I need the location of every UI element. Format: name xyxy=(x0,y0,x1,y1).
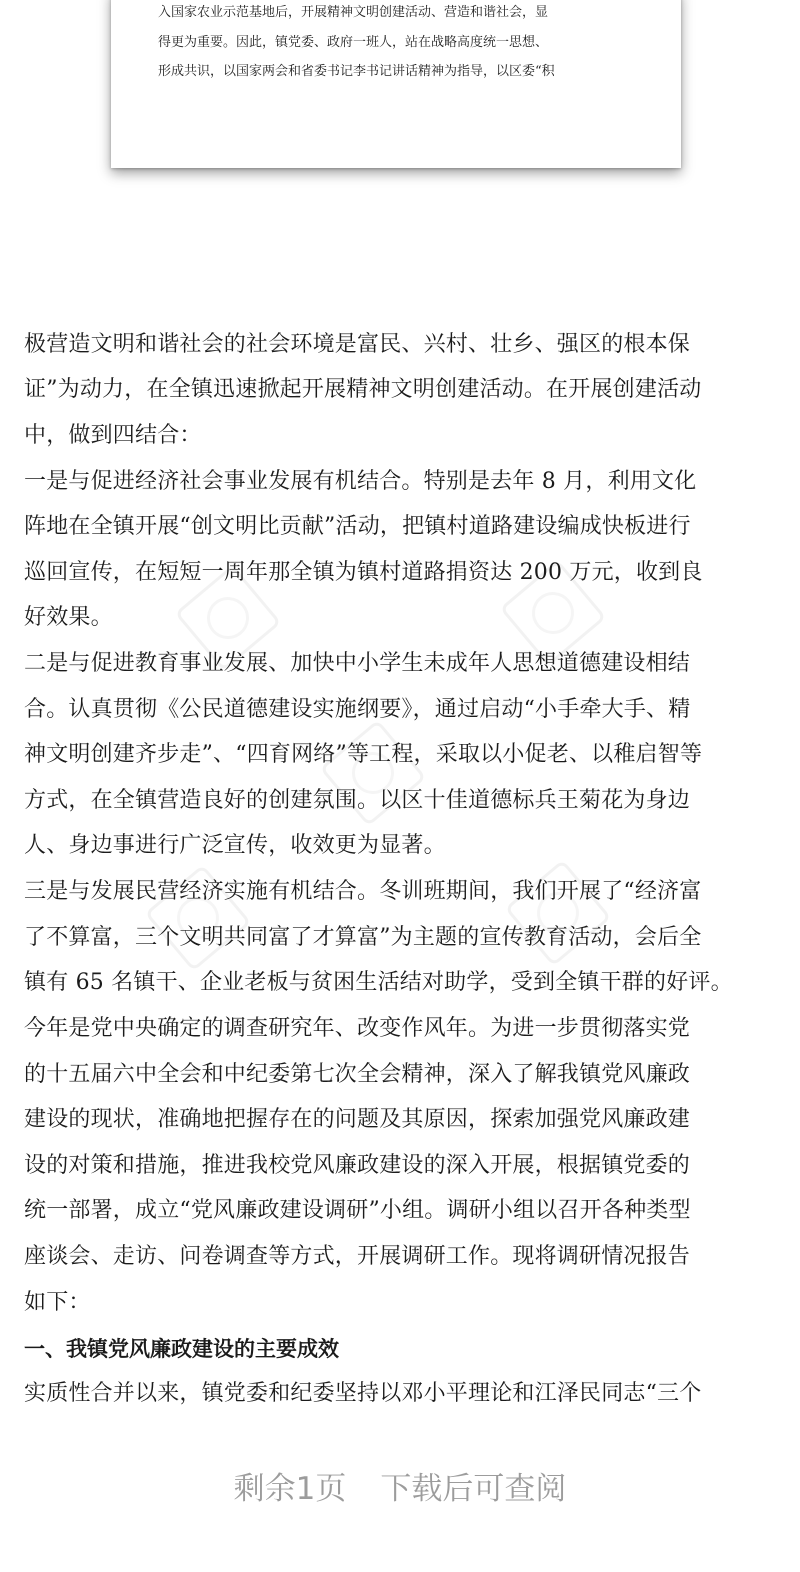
paragraph-line: 一是与促进经济社会事业发展有机结合。特别是去年 8 月，利用文化 xyxy=(24,469,697,494)
paragraph-line: 阵地在全镇开展“创文明比贡献”活动，把镇村道路建设编成快板进行 xyxy=(24,514,691,539)
paragraph-line: 的十五届六中全会和中纪委第七次全会精神，深入了解我镇党风廉政 xyxy=(24,1062,691,1087)
preview-line: 入国家农业示范基地后，开展精神文明创建活动、营造和谐社会，显 xyxy=(158,5,549,20)
paragraph-line: 人、身边事进行广泛宣传，收效更为显著。 xyxy=(24,833,446,858)
paragraph-line: 好效果。 xyxy=(24,605,113,630)
download-prompt[interactable] xyxy=(0,1467,800,1511)
paragraph-line: 统一部署，成立“党风廉政建设调研”小组。调研小组以召开各种类型 xyxy=(24,1198,691,1223)
paragraph-line: 三是与发展民营经济实施有机结合。冬训班期间，我们开展了“经济富 xyxy=(24,879,702,904)
paragraph-line: 中，做到四结合： xyxy=(24,423,202,448)
paragraph-line: 巡回宣传，在短短一周年那全镇为镇村道路捐资达 200 万元，收到良 xyxy=(24,560,703,585)
paragraph-line: 实质性合并以来，镇党委和纪委坚持以邓小平理论和江泽民同志“三个 xyxy=(24,1381,702,1406)
download-to-view-text: 下载后可查阅 xyxy=(380,1471,567,1507)
remaining-pages-text: 剩余1页 xyxy=(233,1471,347,1507)
paragraph-line: 了不算富，三个文明共同富了才算富”为主题的宣传教育活动，会后全 xyxy=(24,925,702,950)
paragraph-line: 如下： xyxy=(24,1290,91,1315)
paragraph-line: 建设的现状，准确地把握存在的问题及其原因，探索加强党风廉政建 xyxy=(24,1107,691,1132)
paragraph-line: 神文明创建齐步走”、“四育网络”等工程，采取以小促老、以稚启智等 xyxy=(24,742,703,767)
paragraph-line: 座谈会、走访、问卷调查等方式，开展调研工作。现将调研情况报告 xyxy=(24,1244,691,1269)
paragraph-line: 证”为动力，在全镇迅速掀起开展精神文明创建活动。在开展创建活动 xyxy=(24,377,702,402)
section-heading: 一、我镇党风廉政建设的主要成效 xyxy=(24,1337,339,1361)
paragraph-line: 二是与促进教育事业发展、加快中小学生未成年人思想道德建设相结 xyxy=(24,651,691,676)
paragraph-line: 镇有 65 名镇干、企业老板与贫困生活结对助学，受到全镇干群的好评。 xyxy=(24,970,733,995)
paragraph-line: 今年是党中央确定的调查研究年、改变作风年。为进一步贯彻落实党 xyxy=(24,1016,691,1041)
paragraph-line: 合。认真贯彻《公民道德建设实施纲要》，通过启动“小手牵大手、精 xyxy=(24,697,691,722)
preview-page-card xyxy=(111,0,681,168)
paragraph-line: 方式，在全镇营造良好的创建氛围。以区十佳道德标兵王菊花为身边 xyxy=(24,788,691,813)
paragraph-line: 极营造文明和谐社会的社会环境是富民、兴村、壮乡、强区的根本保 xyxy=(24,332,691,357)
preview-line: 得更为重要。因此，镇党委、政府一班人，站在战略高度统一思想、 xyxy=(158,35,549,50)
paragraph-line: 设的对策和措施，推进我校党风廉政建设的深入开展，根据镇党委的 xyxy=(24,1153,691,1178)
preview-line: 形成共识，以国家两会和省委书记李书记讲话精神为指导，以区委“积 xyxy=(158,64,555,79)
